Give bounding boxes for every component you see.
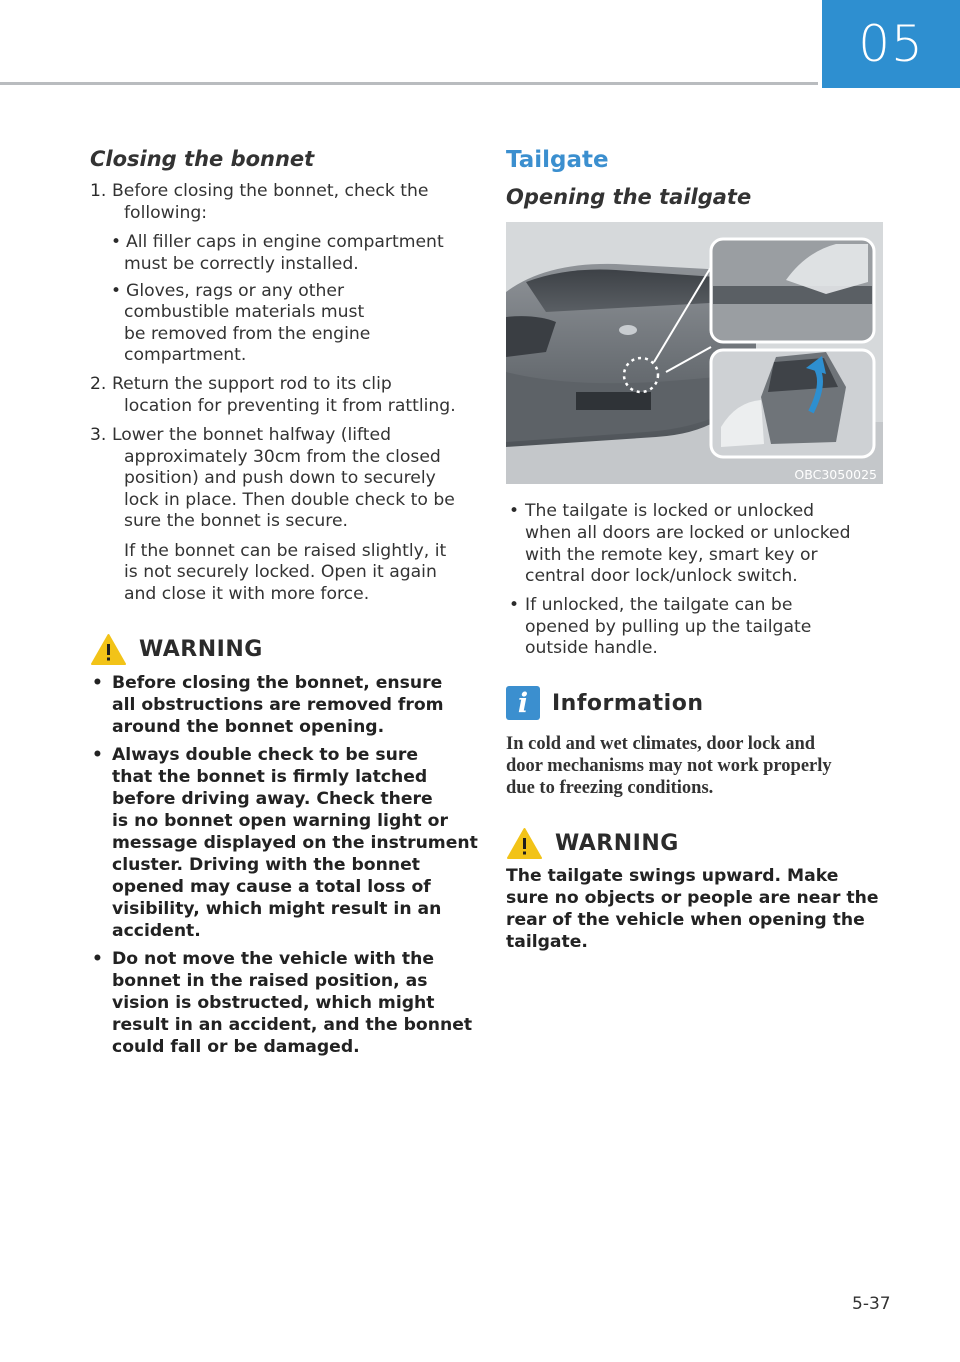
step-line: approximately 30cm from the closed (124, 447, 441, 467)
step-line: sure the bonnet is secure. (124, 511, 349, 531)
warning-line: could fall or be damaged. (112, 1037, 360, 1057)
bullet-line: The tailgate is locked or unlocked (525, 501, 815, 521)
step-line: location for preventing it from rattling. (124, 396, 456, 416)
step-line: lock in place. Then double check to be (124, 490, 455, 510)
bullet-line: be removed from the engine (124, 324, 371, 344)
warning-line: visibility, which might result in an (112, 899, 442, 919)
bullet-line: opened by pulling up the tailgate (525, 617, 812, 637)
tailgate-illustration (506, 222, 883, 484)
note-line: If the bonnet can be raised slightly, it (124, 541, 447, 561)
tailgate-title: Tailgate (506, 147, 609, 173)
bullet-line: If unlocked, the tailgate can be (525, 595, 793, 615)
step-number: 2. (90, 374, 107, 394)
warning-line: before driving away. Check there (112, 789, 433, 809)
header-rule (0, 82, 818, 85)
warning-line: around the bonnet opening. (112, 717, 385, 737)
note-line: is not securely locked. Open it again (124, 562, 437, 582)
bullet-mark: • (111, 281, 122, 301)
chapter-tab: 05 (822, 0, 960, 88)
warning-line: Do not move the vehicle with the (112, 949, 434, 969)
tailgate-warning-header (506, 827, 679, 860)
bullet-line: with the remote key, smart key or (525, 545, 818, 565)
information-line: door mechanisms may not work properly (506, 756, 832, 776)
bullet-mark: • (92, 745, 103, 765)
bullet-mark: • (111, 232, 122, 252)
warning-line: opened may cause a total loss of (112, 877, 431, 897)
step-number: 1. (90, 181, 107, 201)
information-line: due to freezing conditions. (506, 778, 714, 798)
warning-line: The tailgate swings upward. Make (506, 866, 839, 886)
warning-title: WARNING (555, 831, 679, 856)
warning-triangle-icon (90, 633, 127, 666)
bullet-mark: • (509, 501, 520, 521)
warning-line: bonnet in the raised position, as (112, 971, 428, 991)
information-title: Information (552, 690, 704, 716)
bullet-line: outside handle. (525, 638, 658, 658)
page-number: 5-37 (852, 1294, 891, 1314)
step-number: 3. (90, 425, 107, 445)
opening-tailgate-title: Opening the tailgate (506, 185, 752, 209)
step-line: following: (124, 203, 208, 223)
information-line: In cold and wet climates, door lock and (506, 734, 816, 754)
warning-line: rear of the vehicle when opening the (506, 910, 865, 930)
figure-code: OBC3050025 (794, 467, 877, 482)
warning-line: accident. (112, 921, 201, 941)
warning-line: Always double check to be sure (112, 745, 418, 765)
warning-line: sure no objects or people are near the (506, 888, 879, 908)
step-line: Before closing the bonnet, check the (112, 181, 429, 201)
warning-line: all obstructions are removed from (112, 695, 444, 715)
bullet-mark: • (92, 673, 103, 693)
warning-line: result in an accident, and the bonnet (112, 1015, 473, 1035)
bullet-line: compartment. (124, 345, 247, 365)
bullet-line: All filler caps in engine compartment (126, 232, 444, 252)
warning-line: is no bonnet open warning light or (112, 811, 448, 831)
warning-title: WARNING (139, 637, 263, 662)
bullet-line: combustible materials must (124, 302, 365, 322)
warning-line: that the bonnet is firmly latched (112, 767, 428, 787)
step-line: Lower the bonnet halfway (lifted (112, 425, 392, 445)
information-header (506, 686, 704, 720)
closing-bonnet-title: Closing the bonnet (90, 147, 315, 171)
warning-line: message displayed on the instrument (112, 833, 478, 853)
warning-header (90, 633, 263, 666)
warning-line: vision is obstructed, which might (112, 993, 435, 1013)
note-line: and close it with more force. (124, 584, 370, 604)
warning-line: cluster. Driving with the bonnet (112, 855, 420, 875)
warning-triangle-icon (506, 827, 543, 860)
bullet-mark: • (92, 949, 103, 969)
warning-line: tailgate. (506, 932, 588, 952)
car-rear-illustration (506, 222, 883, 484)
bullet-mark: • (509, 595, 520, 615)
step-line: Return the support rod to its clip (112, 374, 392, 394)
bullet-line: Gloves, rags or any other (126, 281, 345, 301)
bullet-line: central door lock/unlock switch. (525, 566, 798, 586)
step-line: position) and push down to securely (124, 468, 436, 488)
bullet-line: when all doors are locked or unlocked (525, 523, 851, 543)
warning-line: Before closing the bonnet, ensure (112, 673, 443, 693)
information-icon: i (506, 686, 540, 720)
bullet-line: must be correctly installed. (124, 254, 359, 274)
